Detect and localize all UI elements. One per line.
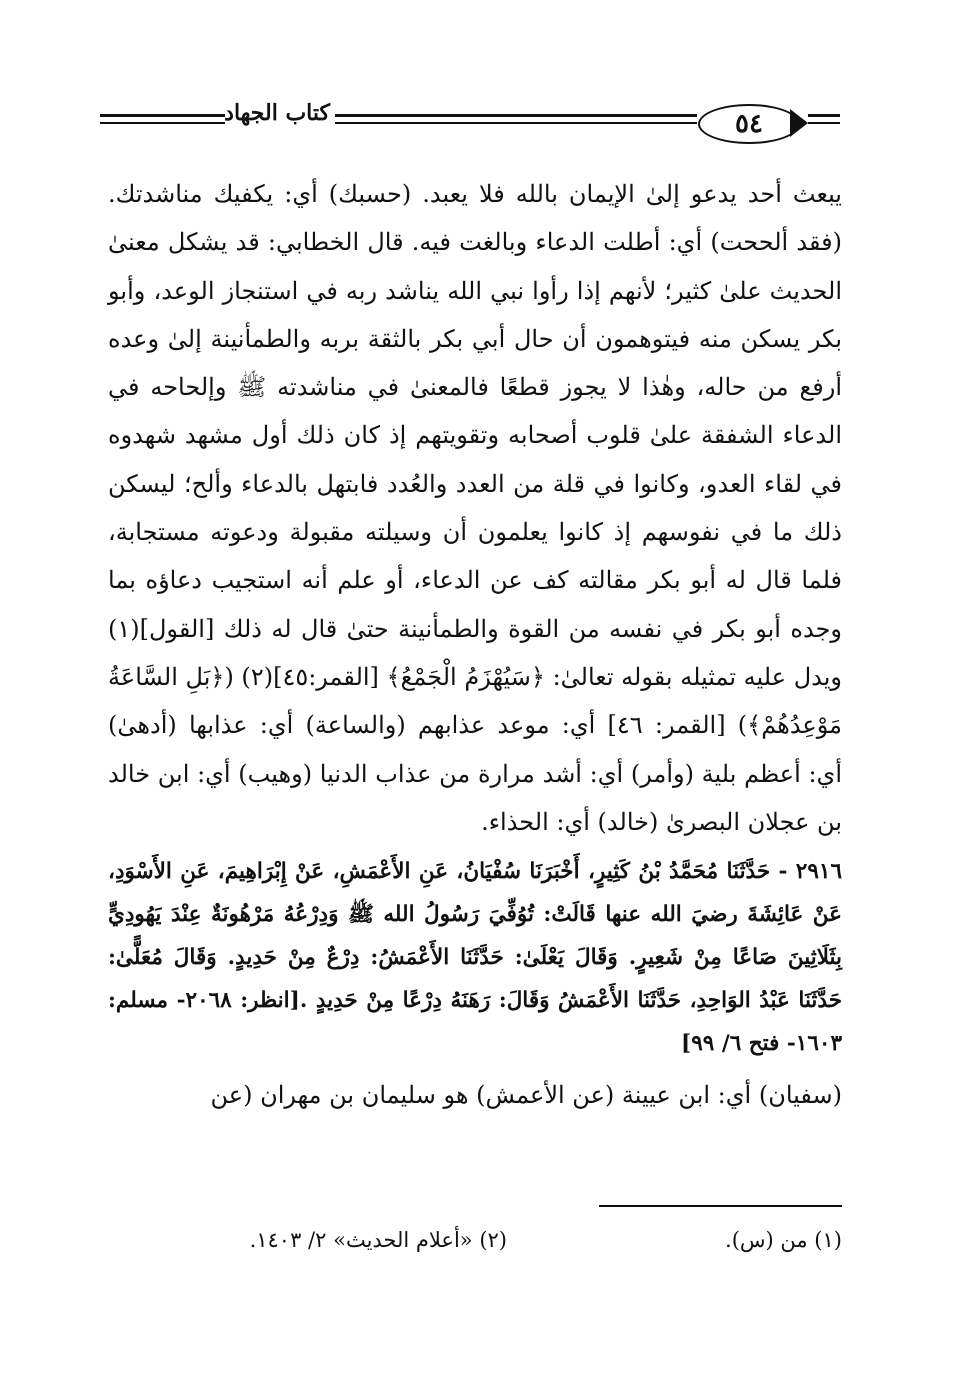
hadith-text: ٢٩١٦ - حَدَّثَنَا مُحَمَّدُ بْنُ كَثِيرٍ، أَخْبَرَنَا سُفْيَانُ، عَنِ الأَعْمَشِ، عَنْ إِبْرَاهِيمَ، عَنِ الأَسْوَدِ، عَنْ عَائِشَةَ رضيَ الله عنها قَالَتْ: تُوُفِّيَ رَسُولُ الله ﷺ وَدِرْعُهُ مَرْهُونَةٌ عِنْدَ يَهُودِيٍّ بِثَلَاثِينَ صَاعًا مِنْ شَعِيرٍ. وَقَالَ يَعْلَىٰ: حَدَّثَنَا الأَعْمَشُ: دِرْعٌ مِنْ حَدِيدٍ. وَقَالَ مُعَلًّىٰ: حَدَّثَنَا عَبْدُ الوَاحِدِ، حَدَّثَنَا الأَعْمَشُ وَقَالَ: رَهَنَهُ دِرْعًا مِنْ حَدِيدٍ .[انظر: ٢٠٦٨- مسلم: ١٦٠٣- فتح ٦/ ٩٩] xyxy=(108,859,842,1057)
header-rule-right-thin xyxy=(808,122,840,124)
footnote-separator xyxy=(599,1205,842,1207)
footnote-1: (١) من (س). xyxy=(725,1228,842,1252)
header-rule-middle xyxy=(335,114,697,117)
page-header xyxy=(100,96,840,156)
header-rule-left xyxy=(100,114,225,117)
header-rule-left-thin xyxy=(100,122,225,124)
footnotes xyxy=(122,1220,842,1260)
footnote-2: (٢) «أعلام الحديث» ٢/ ١٤٠٣. xyxy=(249,1228,507,1252)
commentary-paragraph-continued: (سفيان) أي: ابن عيينة (عن الأعمش) هو سليمان بن مهران (عن xyxy=(210,1081,842,1110)
page-number: ٥٤ xyxy=(698,104,800,144)
main-text xyxy=(108,170,842,1119)
running-title: كتاب الجهاد xyxy=(224,100,330,126)
header-rule-middle-thin xyxy=(335,122,697,124)
header-rule-right xyxy=(808,114,840,117)
commentary-paragraph: يبعث أحد يدعو إلىٰ الإيمان بالله فلا يعبد. (حسبك) أي: يكفيك مناشدتك. (فقد ألححت) أي: أطلت الدعاء وبالغت فيه. قال الخطابي: قد يشكل معنىٰ الحديث علىٰ كثير؛ لأنهم إذا رأوا نبي الله يناشد ربه في استنجاز الوعد، وأبو بكر يسكن منه فيتوهمون أن حال أبي بكر بالثقة بربه والطمأنينة إلىٰ وعده أرفع من حاله، وهٰذا لا يجوز قطعًا فالمعنىٰ في مناشدته ﷺ وإلحاحه في الدعاء الشفقة علىٰ قلوب أصحابه وتقويتهم إذ كان ذلك أول مشهد شهدوه في لقاء العدو، وكانوا في قلة من العدد والعُدد فابتهل بالدعاء وألح؛ ليسكن ذلك ما في نفوسهم إذ كانوا يعلمون أن وسيلته مقبولة ودعوته مستجابة، فلما قال له أبو بكر مقالته كف عن الدعاء، أو علم أنه استجيب دعاؤه بما وجده أبو بكر في نفسه من القوة والطمأنينة حتىٰ قال له ذلك [القول](١) ويدل عليه تمثيله بقوله تعالىٰ: ﴿سَيُهْزَمُ الْجَمْعُ﴾ [القمر:٤٥](٢) (﴿بَلِ السَّاعَةُ مَوْعِدُهُمْ﴾) [القمر: ٤٦] أي: موعد عذابهم (والساعة) أي: عذابها (أدهىٰ) أي: أعظم بلية (وأمر) أي: أشد مرارة من عذاب الدنيا (وهيب) أي: ابن خالد بن عجلان البصرىٰ (خالد) أي: الحذاء. xyxy=(108,180,843,836)
page-number-ornament xyxy=(790,109,808,137)
